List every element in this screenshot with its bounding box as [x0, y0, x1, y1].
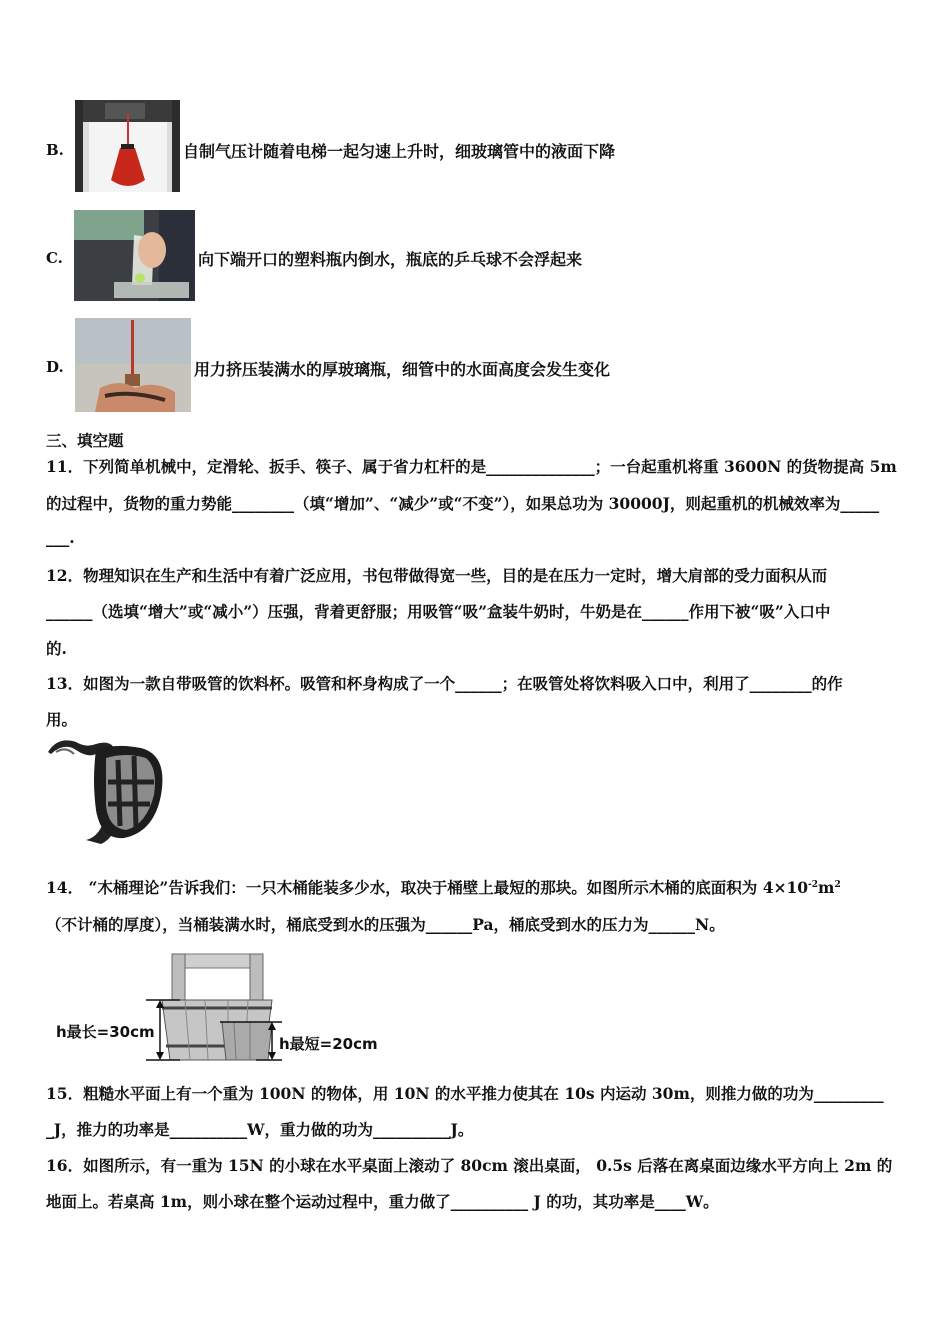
q14-unit: m [818, 878, 835, 897]
cup-figure [46, 740, 168, 848]
q14-line-1 [46, 876, 841, 898]
q12-line-2: ______（选填“增大”或“减小”）压强，背着更舒服；用吸管“吸”盒装牛奶时，牛奶是在______作用下被“吸”入口中 [46, 602, 831, 621]
q16-line-1: 16．如图所示，有一重为 15N 的小球在水平桌面上滚动了 80cm 滚出桌面， 0.5s 后落在离桌面边缘水平方向上 2m 的 [46, 1156, 893, 1175]
q14-unit-exponent: 2 [834, 879, 841, 890]
barrel-figure [50, 948, 380, 1068]
q12-line-3: 的. [46, 639, 67, 658]
option-c-text: 向下端开口的塑料瓶内倒水，瓶底的乒乓球不会浮起来 [198, 250, 583, 269]
q14-exponent: -2 [808, 879, 819, 890]
q11-line-2: 的过程中，货物的重力势能________（填“增加”、“减少”或“不变”），如果总功为 30000J，则起重机的机械效率为_____ [46, 494, 880, 513]
q11-line-3: ___. [46, 528, 75, 547]
option-c-letter: C. [46, 249, 63, 267]
section-title: 三、填空题 [46, 431, 124, 450]
q15-line-2: _J，推力的功率是__________W，重力做的功为__________J。 [46, 1120, 474, 1139]
option-c-photo [74, 210, 195, 301]
barrel-label-long: h最长=30cm [56, 1023, 155, 1041]
q13-line-2: 用。 [46, 710, 78, 729]
q12-line-1: 12．物理知识在生产和生活中有着广泛应用，书包带做得宽一些，目的是在压力一定时，增大肩部的受力面积从而 [46, 566, 828, 585]
option-b-photo [75, 100, 180, 192]
q16-line-2: 地面上。若桌高 1m，则小球在整个运动过程中，重力做了__________ J 的功，其功率是____W。 [46, 1192, 719, 1211]
option-b-letter: B. [46, 141, 64, 159]
q14-line-1-text: 14． “木桶理论”告诉我们：一只木桶能装多少水，取决于桶壁上最短的那块。如图所示木桶的底面积为 4×10 [46, 878, 809, 897]
q13-line-1: 13．如图为一款自带吸管的饮料杯。吸管和杯身构成了一个______；在吸管处将饮料吸入口中，利用了________的作 [46, 674, 843, 693]
barrel-label-short: h最短=20cm [279, 1035, 378, 1053]
option-b-text: 自制气压计随着电梯一起匀速上升时，细玻璃管中的液面下降 [183, 142, 616, 161]
q11-line-1: 11．下列简单机械中，定滑轮、扳手、筷子、属于省力杠杆的是______________；一台起重机将重 3600N 的货物提高 5m [46, 457, 897, 476]
option-d-letter: D. [46, 358, 64, 376]
q15-line-1: 15．粗糙水平面上有一个重为 100N 的物体，用 10N 的水平推力使其在 10s 内运动 30m，则推力做的功为_________ [46, 1084, 884, 1103]
option-d-photo [75, 318, 191, 412]
option-d-text: 用力挤压装满水的厚玻璃瓶，细管中的水面高度会发生变化 [194, 360, 611, 379]
q14-line-2: （不计桶的厚度），当桶装满水时，桶底受到水的压强为______Pa，桶底受到水的压力为______N。 [46, 915, 725, 934]
